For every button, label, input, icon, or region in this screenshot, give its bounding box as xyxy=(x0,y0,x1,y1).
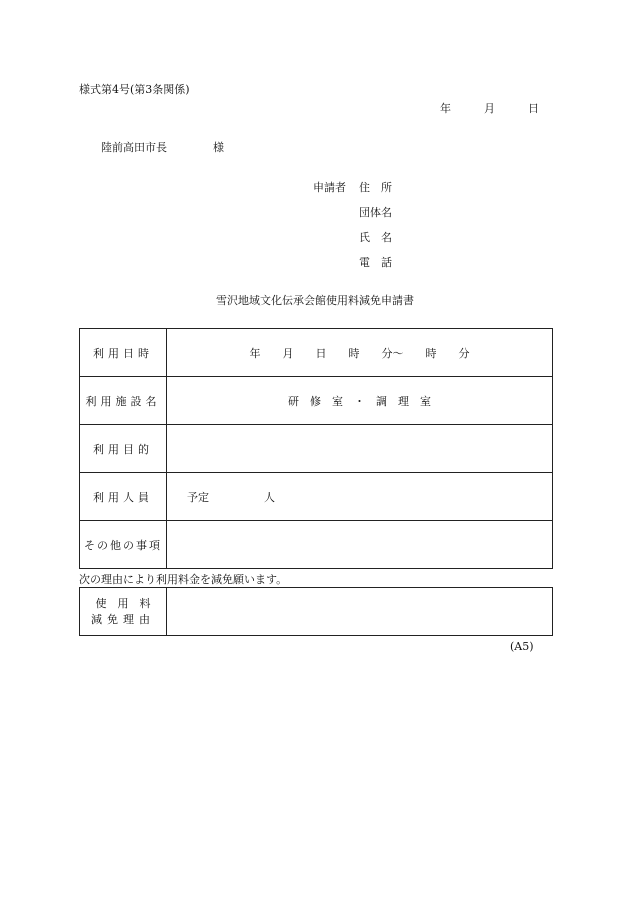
date-year: 年 xyxy=(440,102,451,115)
applicant-address-label: 住 所 xyxy=(359,181,392,194)
table-row xyxy=(80,329,553,377)
addressee xyxy=(101,139,224,155)
facility-name-label: 利用施設名 xyxy=(80,377,167,425)
usage-datetime-field[interactable]: 年 月 日 時 分〜 時 分 xyxy=(167,329,553,377)
reason-table xyxy=(79,587,553,636)
usage-purpose-field[interactable] xyxy=(167,425,553,473)
table-row xyxy=(80,425,553,473)
applicant-phone-label: 電 話 xyxy=(359,256,392,269)
date-line xyxy=(440,100,539,116)
reduction-reason-field[interactable] xyxy=(167,588,553,636)
date-day: 日 xyxy=(528,102,539,115)
reduction-reason-label-line1: 使 用 料 xyxy=(95,596,151,610)
table-row xyxy=(80,473,553,521)
applicant-group-label: 団体名 xyxy=(359,206,392,219)
reason-note: 次の理由により利用料金を減免願います。 xyxy=(79,573,288,586)
other-matters-field[interactable] xyxy=(167,521,553,569)
usage-purpose-label: 利用目的 xyxy=(80,425,167,473)
date-month: 月 xyxy=(484,102,495,115)
other-matters-label: その他の事項 xyxy=(80,521,167,569)
reduction-reason-label-line2: 減免理由 xyxy=(91,612,155,626)
paper-size-note: (A5) xyxy=(510,640,534,653)
table-row xyxy=(80,521,553,569)
applicant-name-label: 氏 名 xyxy=(359,231,392,244)
table-row xyxy=(80,588,553,636)
attendees-label: 利用人員 xyxy=(80,473,167,521)
attendees-field[interactable]: 予定 人 xyxy=(167,473,553,521)
usage-datetime-label: 利用日時 xyxy=(80,329,167,377)
facility-name-field[interactable]: 研 修 室 ・ 調 理 室 xyxy=(167,377,553,425)
applicant-label: 申請者 xyxy=(313,181,346,194)
document-title: 雪沢地域文化伝承会館使用料減免申請書 xyxy=(216,294,414,307)
addressee-honorific: 様 xyxy=(213,141,224,154)
table-row xyxy=(80,377,553,425)
application-table xyxy=(79,328,553,569)
addressee-name: 陸前高田市長 xyxy=(101,141,167,154)
form-number: 様式第4号(第3条関係) xyxy=(79,83,190,96)
reduction-reason-label xyxy=(80,588,167,636)
